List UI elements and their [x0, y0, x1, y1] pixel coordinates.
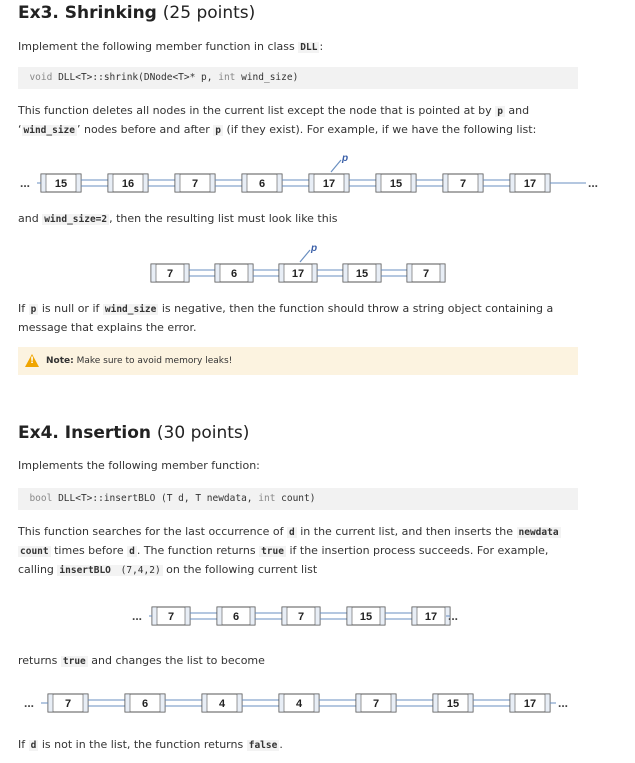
- ex3-mid-b: , then the resulting list must look like this: [109, 212, 338, 225]
- ex4-final-c: .: [279, 738, 283, 751]
- ex4-d1-a: This function searches for the last occurrence of: [18, 525, 288, 538]
- ex3-err-line2: message that explains the error.: [18, 321, 197, 334]
- ex3-desc2-code: wind_size: [23, 125, 75, 136]
- ex3-class-name: DLL: [300, 42, 318, 53]
- ex4-signature: [18, 488, 578, 510]
- ex3-after-node-prev-cell-4: [407, 264, 412, 282]
- ex4-after-node-next-cell-4: [391, 694, 396, 712]
- ex3-after-pointer-arrow: [300, 250, 310, 262]
- ex3-mid-code: wind_size=2: [44, 214, 108, 225]
- ex4-title: Ex4. Insertion: [18, 423, 151, 443]
- ex4-sig-body: DLL<T>::insertBLO (T d, T newdata,: [52, 493, 259, 504]
- ex4-final-b: is not in the list, the function returns: [38, 738, 247, 751]
- ex3-title: Ex3. Shrinking: [18, 3, 157, 23]
- ex4-list-after-diagram: [0, 689, 635, 719]
- ex3-before-node-value-4: 17: [322, 178, 336, 190]
- ex3-before-node-value-2: 7: [191, 178, 199, 190]
- ex4-after-node-value-1: 6: [141, 698, 149, 710]
- note-text: Make sure to avoid memory leaks!: [73, 356, 233, 366]
- ex4-points: (30 points): [156, 423, 250, 443]
- ex4-before-node-prev-cell-0: [152, 607, 157, 625]
- ex3-before-node-next-cell-0: [76, 174, 81, 192]
- ex3-before-node-next-cell-7: [545, 174, 550, 192]
- ex4-heading: [18, 423, 249, 443]
- ex3-err-code: wind_size: [104, 304, 157, 315]
- ex4-after-node-prev-cell-1: [125, 694, 130, 712]
- ex3-before-pointer-arrow: [331, 160, 341, 172]
- ex3-err-p: p: [30, 304, 37, 315]
- ex3-before-node-value-0: 15: [54, 178, 68, 190]
- ex3-before-pointer-label: p: [342, 153, 349, 164]
- ex3-after-node-next-cell-1: [248, 264, 253, 282]
- note-label: Note:: [46, 356, 74, 366]
- ex3-mid-text: [18, 210, 338, 229]
- ex4-after-node-value-3: 4: [295, 698, 303, 710]
- ex3-desc1-end: and: [504, 104, 530, 117]
- ex3-before-node-value-5: 15: [389, 178, 403, 190]
- ex3-after-node-prev-cell-2: [279, 264, 284, 282]
- ex3-list-after-diagram: [0, 237, 635, 287]
- ex4-after-node-next-cell-1: [160, 694, 165, 712]
- ex3-desc1: This function deletes all nodes in the current list except the node that is pointed at by: [18, 104, 496, 117]
- ex4-final-text: [18, 736, 283, 755]
- ex4-before-node-next-cell-0: [185, 607, 190, 625]
- ex3-sig-return: void: [29, 72, 53, 83]
- ex3-after-pointer-label: p: [311, 243, 318, 254]
- ex3-error-text: [18, 300, 598, 337]
- ex3-before-node-prev-cell-2: [175, 174, 180, 192]
- ex3-before-node-next-cell-5: [411, 174, 416, 192]
- ex4-after-node-next-cell-3: [314, 694, 319, 712]
- ex3-desc1-p: p: [497, 106, 503, 117]
- ex4-final-false: false: [248, 740, 278, 751]
- ex3-after-node-next-cell-2: [312, 264, 317, 282]
- ex4-before-node-next-cell-2: [315, 607, 320, 625]
- ex3-before-node-next-cell-4: [344, 174, 349, 192]
- ex3-after-node-next-cell-3: [376, 264, 381, 282]
- ex4-d2-count: count: [20, 546, 49, 557]
- ex4-after-node-value-0: 7: [64, 698, 72, 710]
- ex3-heading: [18, 3, 255, 23]
- ex4-ret-true: true: [62, 656, 86, 667]
- ex4-after-node-prev-cell-0: [48, 694, 53, 712]
- ex3-desc2-p: p: [215, 125, 221, 136]
- ex4-d3-b: on the following current list: [162, 563, 318, 576]
- ex3-desc2-quote: ‘: [18, 123, 22, 136]
- ex4-before-node-prev-cell-3: [347, 607, 352, 625]
- ex3-note-box: [18, 347, 578, 375]
- ex3-err-a: If: [18, 302, 29, 315]
- ex4-after-leading-ellipsis: ...: [24, 696, 35, 710]
- ex4-d2-a: times before: [50, 544, 128, 557]
- ex3-before-node-value-6: 7: [459, 178, 467, 190]
- ex4-after-node-next-cell-5: [468, 694, 473, 712]
- ex4-before-node-next-cell-1: [250, 607, 255, 625]
- ex4-before-node-next-cell-3: [380, 607, 385, 625]
- ex3-before-node-next-cell-1: [143, 174, 148, 192]
- ex3-before-node-prev-cell-7: [510, 174, 515, 192]
- ex4-d3-code: insertBLO: [59, 565, 111, 576]
- ex4-before-trailing-ellipsis: ...: [448, 609, 459, 623]
- ex4-final-a: If: [18, 738, 29, 751]
- ex4-intro: Implements the following member function:: [18, 459, 260, 472]
- ex4-after-node-next-cell-6: [545, 694, 550, 712]
- ex3-before-node-prev-cell-0: [41, 174, 46, 192]
- ex4-final-d: d: [30, 740, 37, 751]
- ex4-description: [18, 523, 608, 580]
- ex3-before-leading-ellipsis: ...: [20, 176, 31, 190]
- ex4-list-before-diagram: [0, 602, 635, 632]
- ex3-before-node-next-cell-3: [277, 174, 282, 192]
- ex3-before-node-prev-cell-4: [309, 174, 314, 192]
- ex4-before-node-prev-cell-1: [217, 607, 222, 625]
- ex4-d3-args: (7,4,2): [114, 565, 161, 576]
- ex4-after-node-value-5: 15: [446, 698, 460, 710]
- ex3-err-b: is null or if: [38, 302, 103, 315]
- ex4-sig-int: int: [258, 493, 276, 504]
- ex3-after-node-next-cell-4: [440, 264, 445, 282]
- ex3-desc2-text: ’ nodes before and after: [76, 123, 214, 136]
- ex3-before-node-prev-cell-3: [242, 174, 247, 192]
- warning-icon: [25, 354, 39, 367]
- ex3-before-node-value-7: 17: [523, 178, 537, 190]
- ex3-after-node-value-0: 7: [166, 268, 174, 280]
- ex4-after-node-prev-cell-2: [202, 694, 207, 712]
- ex4-returns-text: [18, 652, 265, 671]
- ex4-after-trailing-ellipsis: ...: [558, 696, 569, 710]
- ex4-before-node-value-3: 15: [359, 611, 373, 623]
- ex4-d2-true: true: [261, 546, 284, 557]
- ex3-after-node-prev-cell-3: [343, 264, 348, 282]
- ex4-d2-d: d: [129, 546, 135, 557]
- ex3-before-trailing-ellipsis: ...: [588, 176, 599, 190]
- ex3-mid-a: and: [18, 212, 43, 225]
- ex4-ret-b: and changes the list to become: [87, 654, 265, 667]
- ex4-after-node-prev-cell-3: [279, 694, 284, 712]
- ex4-d2-b: . The function returns: [136, 544, 260, 557]
- ex4-before-node-value-2: 7: [297, 611, 305, 623]
- ex4-before-leading-ellipsis: ...: [132, 609, 143, 623]
- ex3-before-node-prev-cell-6: [443, 174, 448, 192]
- ex3-before-node-value-3: 6: [258, 178, 266, 190]
- ex3-after-node-value-3: 15: [355, 268, 369, 280]
- ex3-after-node-value-1: 6: [230, 268, 238, 280]
- ex4-d1-b: in the current list, and then inserts the: [296, 525, 517, 538]
- ex3-after-node-value-4: 7: [422, 268, 430, 280]
- ex3-before-node-prev-cell-5: [376, 174, 381, 192]
- ex4-d3-a: calling: [18, 563, 58, 576]
- ex4-sig-return: bool: [29, 493, 53, 504]
- ex3-list-before-diagram: [0, 148, 635, 200]
- ex4-after-node-prev-cell-6: [510, 694, 515, 712]
- ex3-before-node-next-cell-6: [478, 174, 483, 192]
- ex3-after-node-prev-cell-0: [151, 264, 156, 282]
- ex3-after-node-prev-cell-1: [215, 264, 220, 282]
- ex3-sig-end: wind_size): [235, 72, 299, 83]
- ex3-err-c: is negative, then the function should throw a string object containing a: [158, 302, 554, 315]
- ex4-before-node-prev-cell-4: [412, 607, 417, 625]
- ex4-before-node-prev-cell-2: [282, 607, 287, 625]
- ex4-ret-a: returns: [18, 654, 61, 667]
- ex4-after-node-value-2: 4: [218, 698, 226, 710]
- ex3-signature: [18, 67, 578, 89]
- ex4-after-node-value-6: 17: [523, 698, 537, 710]
- ex4-before-node-value-0: 7: [167, 611, 175, 623]
- ex4-sig-end: count): [275, 493, 316, 504]
- ex4-after-node-next-cell-0: [83, 694, 88, 712]
- ex3-intro: [18, 38, 323, 57]
- ex3-after-node-next-cell-0: [184, 264, 189, 282]
- ex3-points: (25 points): [162, 3, 256, 23]
- ex3-desc2-end: (if they exist). For example, if we have the following list:: [223, 123, 537, 136]
- ex3-intro-colon: :: [319, 40, 324, 53]
- ex4-before-node-value-1: 6: [232, 611, 240, 623]
- ex3-description: [18, 102, 598, 140]
- ex4-after-node-next-cell-2: [237, 694, 242, 712]
- ex3-sig-int: int: [218, 72, 236, 83]
- ex4-d2-c: if the insertion process succeeds. For example,: [285, 544, 549, 557]
- ex4-before-node-value-4: 17: [424, 611, 438, 623]
- ex3-before-node-next-cell-2: [210, 174, 215, 192]
- ex4-d1-newdata: newdata: [518, 527, 559, 538]
- ex3-after-node-value-2: 17: [291, 268, 305, 280]
- ex4-after-node-value-4: 7: [372, 698, 380, 710]
- ex3-intro-text: Implement the following member function in class: [18, 40, 299, 53]
- ex4-d1-d: d: [289, 527, 295, 538]
- ex4-after-node-prev-cell-4: [356, 694, 361, 712]
- ex3-before-node-value-1: 16: [121, 178, 135, 190]
- ex3-sig-body: DLL<T>::shrink(DNode<T>* p,: [52, 72, 219, 83]
- ex4-after-node-prev-cell-5: [433, 694, 438, 712]
- ex3-before-node-prev-cell-1: [108, 174, 113, 192]
